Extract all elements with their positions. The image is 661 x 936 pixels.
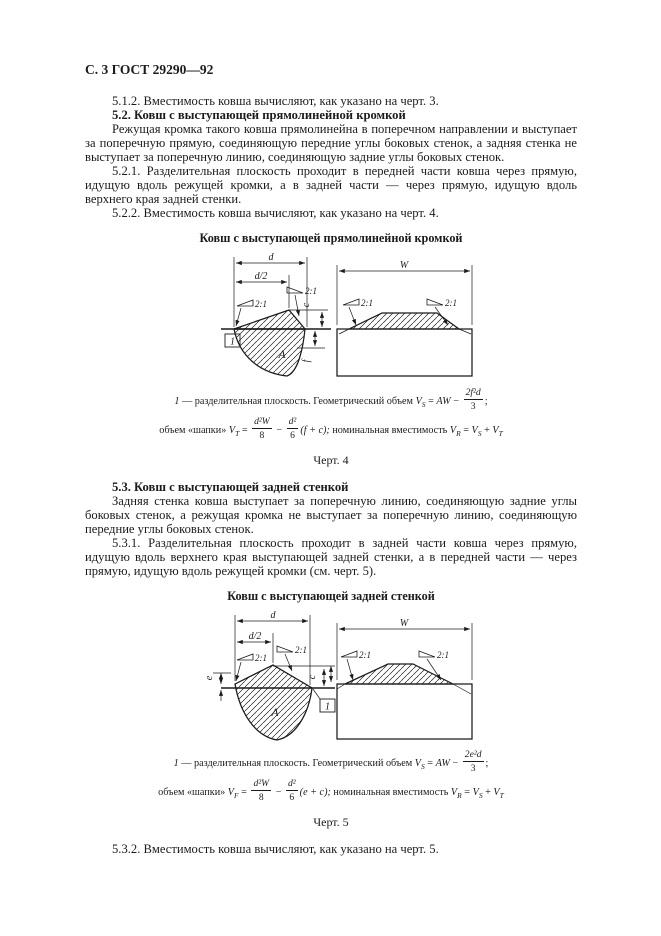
figure-4-number: Черт. 4 [313,453,349,467]
fig5-bucket-front-view [331,618,472,739]
fig5-formula-line-1: 1 — разделительная плоскость. Геометрический объем $V_S$ = AW − $\frac{\text{2e²d}}{3}$ ; [173,749,489,774]
slope-mark-icon [341,651,357,657]
dim-label-c: c [307,674,318,680]
fraction: $\frac{\text{d²W}}{8}$ [253,778,270,803]
dim-label-d-half: d/2 [254,271,268,282]
heap-cap-section [349,313,459,329]
slope-ratio-label: 2:1 [445,298,457,308]
figure-4-title: Ковш с выступающей прямолинейной кромкой [199,231,463,245]
dim-label-w: W [399,260,409,271]
figure-5-drawing [185,609,477,749]
plane-number-label: 1 [325,701,330,713]
slope-mark-icon [287,287,303,293]
dim-label-c: c [301,302,312,308]
paragraph-5-2-2: 5.2.2. Вместимость ковша вычисляют, как указано на черт. 4. [112,206,439,220]
fraction: $\frac{\text{d²}}{6}$ [288,416,297,441]
paragraph-5-3-2: 5.3.2. Вместимость ковша вычисляют, как указано на черт. 5. [112,842,439,856]
plane-ref: 1 [173,757,179,769]
paragraph-5-2-1: 5.2.1. Разделительная плоскость проходит в передней части ковша через прямую, идущую вдоль режущей кромки, а в задней части — через прямую, идущую вдоль верхнего края задней стенки. [85,164,577,206]
slope-mark-icon [237,300,253,306]
figure-5-title: Ковш с выступающей задней стенкой [227,589,435,603]
slope-mark-icon [237,654,253,660]
slope-ratio-label: 2:1 [437,650,449,660]
figure-4-drawing [185,251,477,387]
bucket-body-rect [337,329,472,376]
slope-mark-icon [419,651,435,657]
slope-mark-icon [427,299,443,305]
dim-label-w: W [399,618,409,629]
dim-label-d: d [270,610,276,621]
slope-ratio-label: 2:1 [359,650,371,660]
heading-5-3: 5.3. Ковш с выступающей задней стенкой [112,480,349,494]
figure-4-caption [85,389,577,443]
bucket-bowl-section [234,329,305,376]
bucket-cap-section [234,310,305,329]
dim-label-e: e [204,675,215,681]
fig5-formula-line-2: объем «шапки» $V_F$ = $\frac{\text{d²W}}{8}$ − $\frac{\text{d²}}{6}$ (e + c); номинальная вместимость $V_R = V_S + V_T$ [158,778,504,803]
bucket-section-shape [235,665,312,740]
area-label: A [271,707,279,719]
fraction: $\frac{\text{2f²d}}{3}$ [465,387,481,412]
slope-ratio-label: 2:1 [305,286,317,296]
figure-5-caption [85,751,577,805]
dim-label-d-half: d/2 [248,631,262,642]
plane-number-label: 1 [230,336,235,348]
bucket-body-rect [337,684,472,739]
plane-ref: 1 [174,395,180,407]
slope-ratio-label: 2:1 [255,299,267,309]
fraction: $\frac{\text{2e²d}}{3}$ [464,749,482,774]
slope-ratio-label: 2:1 [255,653,267,663]
fig5-bucket-section [204,610,335,740]
fig4-formula-line-1: 1 — разделительная плоскость. Геометрический объем $V_S$ = AW − $\frac{\text{2f²d}}{3}$ ; [174,387,488,412]
paragraph-5-3: Задняя стенка ковша выступает за поперечную линию, соединяющую задние углы боковых стенок, а режущая кромка не выступает за поперечную линию, соединяющую передние углы боковых стенок. [85,494,577,536]
fig4-bucket-front-view [337,260,472,376]
figure-5-number: Черт. 5 [313,815,349,829]
page-header: С. 3 ГОСТ 29290—92 [85,62,214,77]
slope-ratio-label: 2:1 [295,645,307,655]
paragraph-5-2: Режущая кромка такого ковша прямолинейна в поперечном направлении и выступает за поперечную прямую, соединяющую передние углы боковых стенок, а задняя стенка не выступает за поперечную линию, соединяющую задние углы боковых стенок. [85,122,577,164]
dim-label-d: d [268,252,274,263]
slope-ratio-label: 2:1 [361,298,373,308]
fraction: $\frac{\text{d²}}{6}$ [287,778,296,803]
fig4-bucket-section [221,252,331,376]
paragraph-5-3-1: 5.3.1. Разделительная плоскость проходит в задней части ковша через прямую, идущую вдоль верхнего края выступающей задней стенки, а в передней части — через прямую, идущую вдоль режущей кромки (см. черт. 5). [85,536,577,578]
fraction: $\frac{\text{d²W}}{8}$ [254,416,270,441]
slope-mark-icon [277,646,293,652]
area-label: A [278,349,286,361]
slope-mark-icon [343,299,359,305]
dim-label-f: f [301,359,312,363]
fig4-formula-line-2: объем «шапки» $V_T$ = $\frac{\text{d²W}}{8}$ − $\frac{\text{d²}}{6}$ (f + c); номинальная вместимость $V_R = V_S + V_T$ [159,416,503,441]
heading-5-2: 5.2. Ковш с выступающей прямолинейной кромкой [112,108,406,122]
paragraph-5-1-2: 5.1.2. Вместимость ковша вычисляют, как указано на черт. 3. [112,94,439,108]
